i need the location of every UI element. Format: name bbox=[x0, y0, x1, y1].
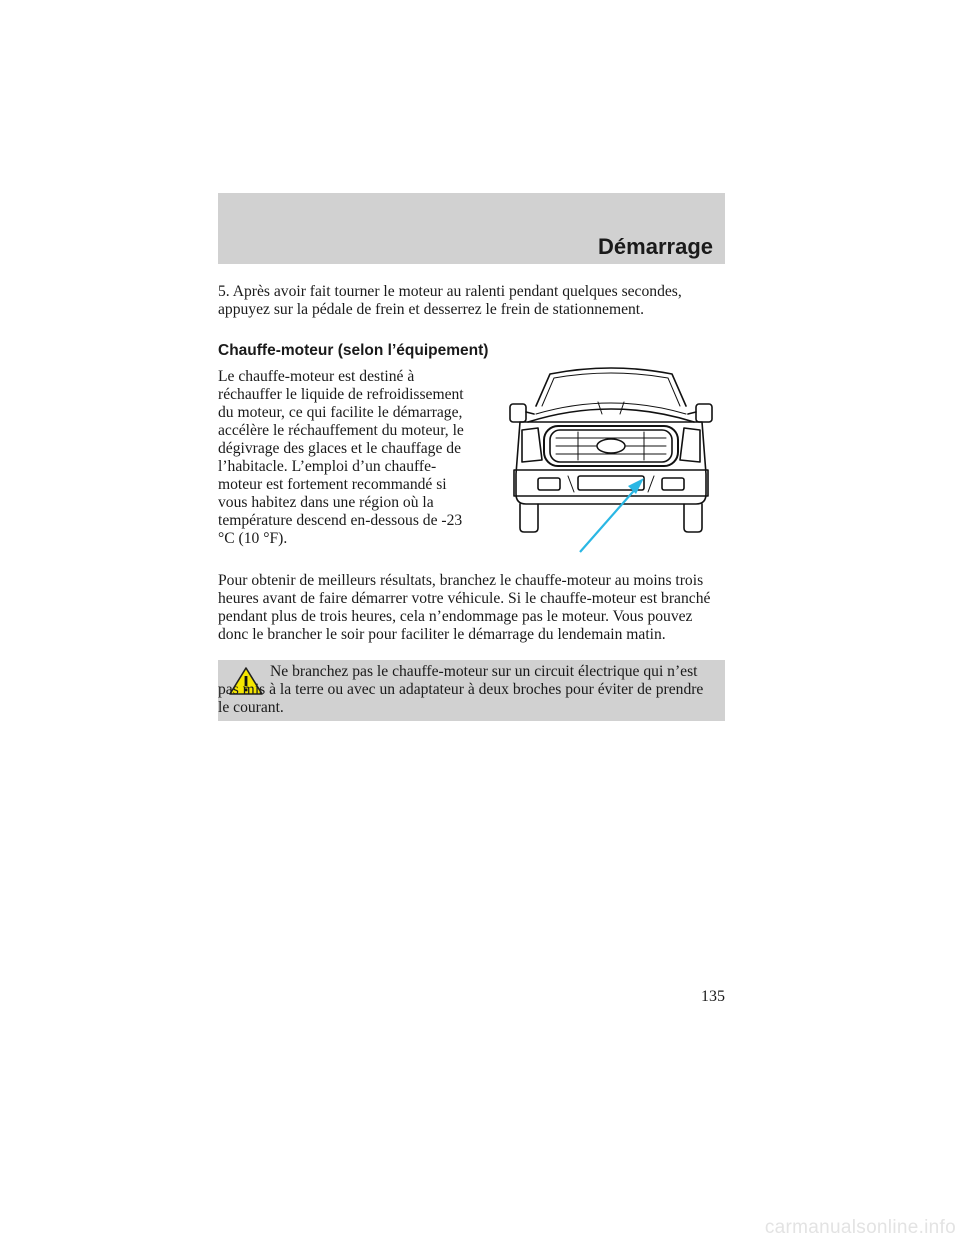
section-title: Démarrage bbox=[598, 234, 713, 259]
truck-front-illustration bbox=[498, 362, 724, 558]
page-number: 135 bbox=[701, 988, 725, 1005]
results-paragraph: Pour obtenir de meilleurs résultats, branchez le chauffe-moteur au moins trois heures avant de faire démarrer votre véhicule. Si le chauffe-moteur est branché pendant plus de trois heures, cela n’endommage pas le moteur. Vous pouvez donc le brancher le soir pour faciliter le démarrage du lendemain matin. bbox=[218, 572, 711, 643]
intro-paragraph: Le chauffe-moteur est destiné à réchauffer le liquide de refroidissement du moteur, ce qui facilite le démarrage, accélère le réchauffement du moteur, le dégivrage des glaces et le chauffage de l’habitacle. L’emploi d’un chauffe-moteur est fortement recommandé si vous habitez dans une région où la température descend en-dessous de -23 °C (10 °F). bbox=[218, 368, 464, 547]
section-heading: Chauffe-moteur (selon l’équipement) bbox=[218, 342, 489, 359]
warning-box bbox=[218, 660, 725, 721]
step-5-paragraph: 5. Après avoir fait tourner le moteur au ralenti pendant quelques secondes, appuyez sur la pédale de frein et desserrez le frein de stationnement. bbox=[218, 283, 682, 318]
section-header-band bbox=[218, 193, 725, 264]
watermark: carmanualsonline.info bbox=[764, 1217, 956, 1238]
warning-text: Ne branchez pas le chauffe-moteur sur un circuit électrique qui n’est pas mis à la terre ou avec un adaptateur à deux broches pour éviter de prendre le courant. bbox=[218, 663, 704, 716]
